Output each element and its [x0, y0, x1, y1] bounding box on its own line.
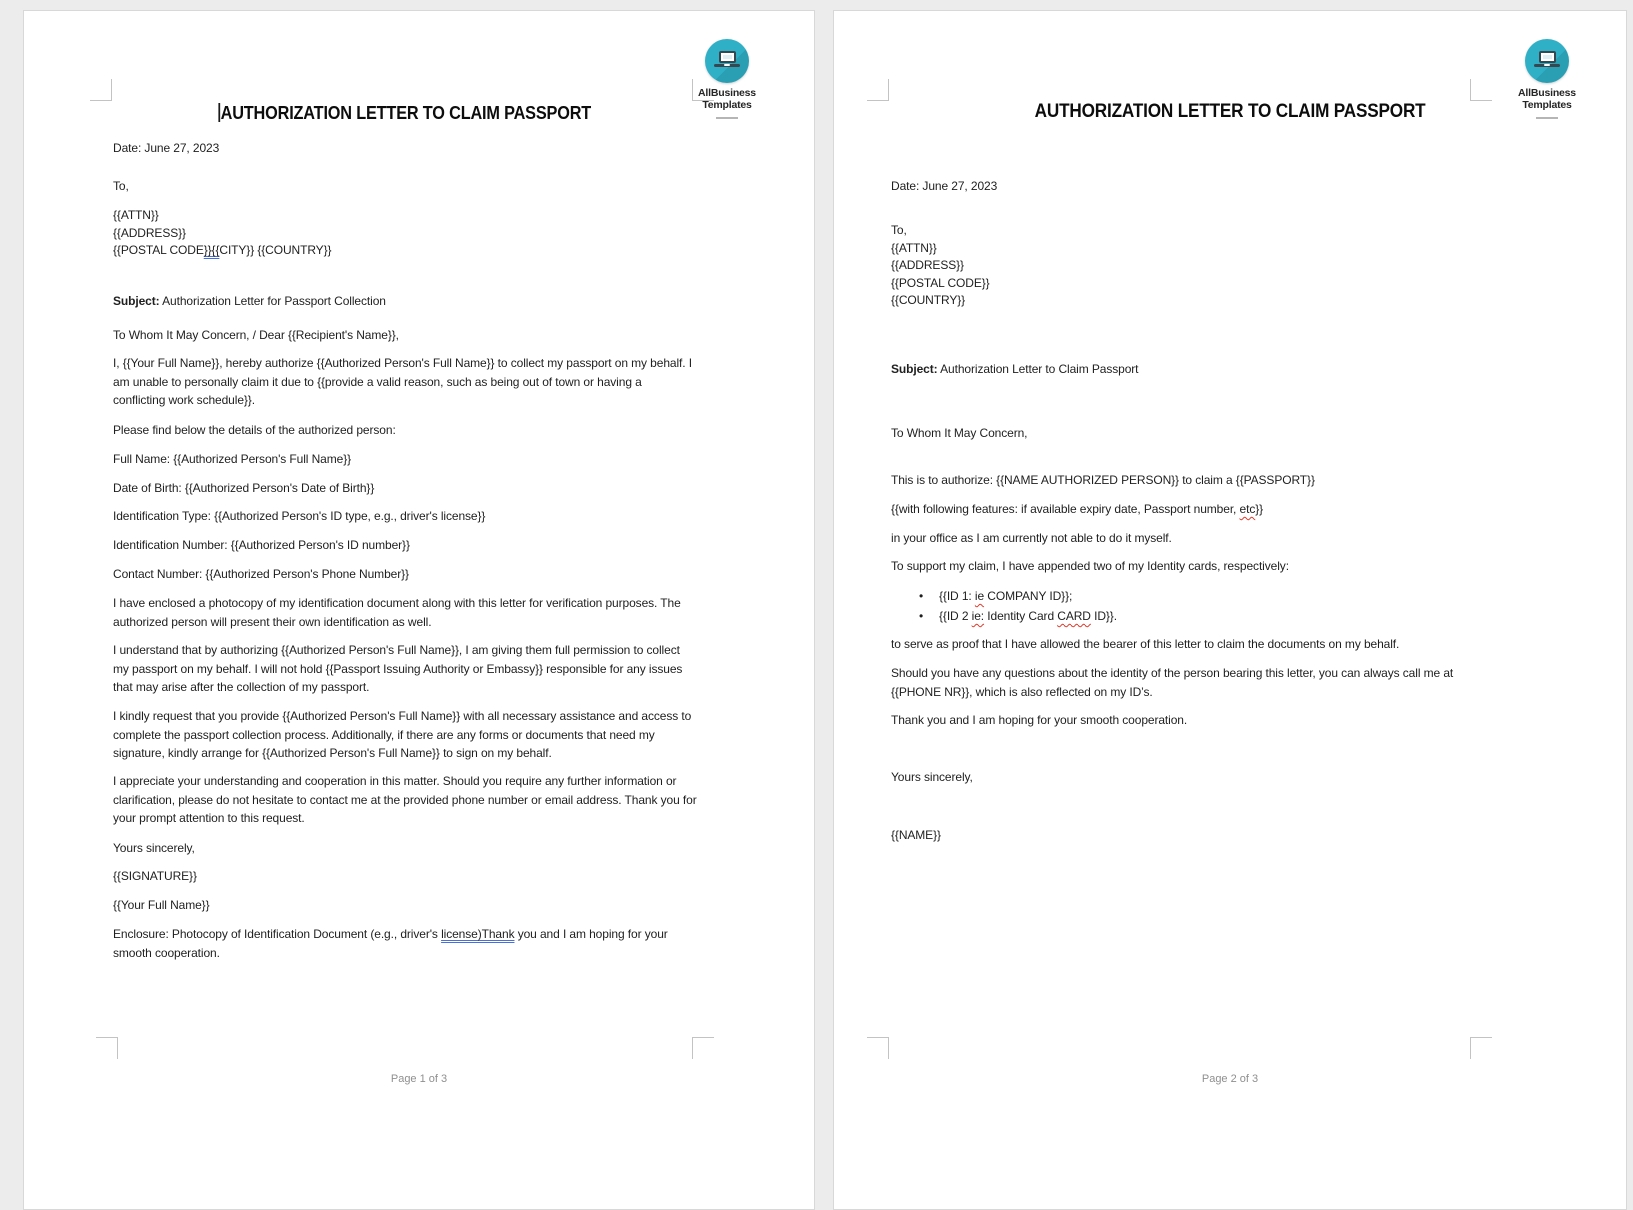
enclosure-line[interactable]: Enclosure: Photocopy of Identification Document (e.g., driver's license)Thank you and I am hoping for your smooth cooperation. [113, 927, 668, 960]
date-line[interactable]: Date: June 27, 2023 [891, 179, 998, 193]
subject-label: Subject: [113, 294, 160, 308]
attn-line: {{ATTN}} [891, 240, 937, 255]
paragraph-kindly-request[interactable]: I kindly request that you provide {{Authorized Person's Full Name}} with all necessary assistance and access to complete the passport collection process. Additionally, if there are any forms or documents that need my signature, kindly arrange for {{Authorized Person's Full Name}} to sign on my behalf. [113, 709, 692, 760]
spellcheck-mark: ie [974, 589, 985, 603]
name-placeholder[interactable]: {{NAME}} [891, 828, 941, 842]
to-line[interactable]: To, [113, 179, 129, 193]
support-claim-line[interactable]: To support my claim, I have appended two of my Identity cards, respectively: [891, 559, 1289, 573]
spellcheck-mark: ie: [971, 609, 985, 623]
thank-you-line[interactable]: Thank you and I am hoping for your smooth cooperation. [891, 713, 1188, 727]
closing-line[interactable]: Yours sincerely, [891, 770, 973, 784]
logo-text-line2: Templates [702, 98, 752, 111]
signature-placeholder[interactable]: {{SIGNATURE}} [113, 869, 197, 883]
spellcheck-mark: etc [1239, 502, 1256, 516]
serve-as-proof-line[interactable]: to serve as proof that I have allowed the bearer of this letter to claim the documents on my behalf. [891, 637, 1400, 651]
paragraph-questions[interactable]: Should you have any questions about the identity of the person bearing this letter, you can always call me at {{PHONE NR}}, which is also reflected on my ID’s. [891, 666, 1454, 699]
detail-full-name[interactable]: Full Name: {{Authorized Person's Full Name}} [113, 452, 352, 466]
full-name-placeholder[interactable]: {{Your Full Name}} [113, 898, 210, 912]
postal-line: {{POSTAL CODE}} [891, 275, 990, 290]
grammar-mark: }}{{ [203, 243, 220, 257]
logo-text-line1: AllBusiness [1518, 87, 1576, 99]
identity-cards-list[interactable] [891, 586, 1477, 626]
detail-contact-number[interactable]: Contact Number: {{Authorized Person's Phone Number}} [113, 567, 409, 581]
salutation-line[interactable]: To Whom It May Concern, / Dear {{Recipient's Name}}, [113, 328, 399, 342]
grammar-mark: license)Thank [441, 927, 515, 941]
page-title[interactable]: AUTHORIZATION LETTER TO CLAIM PASSPORT [113, 103, 697, 123]
detail-id-number[interactable]: Identification Number: {{Authorized Person's ID number}} [113, 538, 410, 552]
subject-line[interactable]: Subject: Authorization Letter to Claim Passport [891, 362, 1139, 376]
recipient-address-block[interactable] [891, 222, 1477, 310]
salutation-line[interactable]: To Whom It May Concern, [891, 426, 1028, 440]
attn-line: {{ATTN}} [113, 208, 159, 222]
date-line[interactable]: Date: June 27, 2023 [113, 141, 220, 155]
paragraph-understand[interactable]: I understand that by authorizing {{Authorized Person's Full Name}}, I am giving them full permission to collect my passport on my behalf. I will not hold {{Passport Issuing Authority or Embassy}} responsible for any issues that may arise after the collection of my passport. [113, 643, 683, 694]
logo-text-line1: AllBusiness [698, 87, 756, 99]
postal-city-country-line: {{POSTAL CODE}}{{CITY}} {{COUNTRY}} [113, 243, 332, 257]
paragraph-appreciate[interactable]: I appreciate your understanding and cooperation in this matter. Should you require any further information or clarification, please do not hesitate to contact me at the provided phone number or email address. Thank you for your prompt attention to this request. [113, 774, 697, 825]
page-title[interactable]: AUTHORIZATION LETTER TO CLAIM PASSPORT [1034, 100, 1426, 122]
paragraph-enclosed[interactable]: I have enclosed a photocopy of my identification document along with this letter for verification purposes. The authorized person will present their own identification as well. [113, 596, 681, 629]
list-item: • {{ID 2 ie: Identity Card CARD ID}}. [891, 606, 1477, 626]
detail-id-type[interactable]: Identification Type: {{Authorized Person's ID type, e.g., driver's license}} [113, 509, 486, 523]
subject-label: Subject: [891, 362, 938, 376]
page-1-sheet[interactable] [23, 10, 815, 1210]
list-item: • {{ID 1: ie COMPANY ID}}; [891, 586, 1477, 606]
features-line[interactable]: {{with following features: if available expiry date, Passport number, etc}} [891, 502, 1264, 516]
closing-line[interactable]: Yours sincerely, [113, 841, 195, 855]
to-line: To, [891, 223, 907, 237]
authorize-line[interactable]: This is to authorize: {{NAME AUTHORIZED PERSON}} to claim a {{PASSPORT}} [891, 473, 1315, 487]
paragraph-authorize[interactable]: I, {{Your Full Name}}, hereby authorize {{Authorized Person's Full Name}} to collect my passport on my behalf. I am unable to personally claim it due to {{provide a valid reason, such as being out of town or having a conflicting work schedule}}. [113, 356, 692, 407]
page-number-footer: Page 1 of 3 [390, 1073, 448, 1085]
page-number-footer: Page 2 of 3 [1201, 1073, 1259, 1085]
address-line: {{ADDRESS}} [891, 258, 964, 272]
recipient-address-block[interactable] [113, 207, 697, 260]
subject-line[interactable]: Subject: Authorization Letter for Passport Collection [113, 294, 386, 308]
spellcheck-mark: CARD [1057, 609, 1091, 623]
logo-text-line2: Templates [1522, 98, 1572, 111]
detail-date-of-birth[interactable]: Date of Birth: {{Authorized Person's Date of Birth}} [113, 481, 375, 495]
page-2-sheet[interactable] [833, 10, 1627, 1210]
bullet-icon: • [919, 589, 924, 603]
bullet-icon: • [919, 609, 924, 623]
country-line: {{COUNTRY}} [891, 293, 966, 307]
office-line[interactable]: in your office as I am currently not able to do it myself. [891, 531, 1172, 545]
paragraph-details-intro[interactable]: Please find below the details of the authorized person: [113, 423, 396, 437]
address-line: {{ADDRESS}} [113, 225, 186, 240]
